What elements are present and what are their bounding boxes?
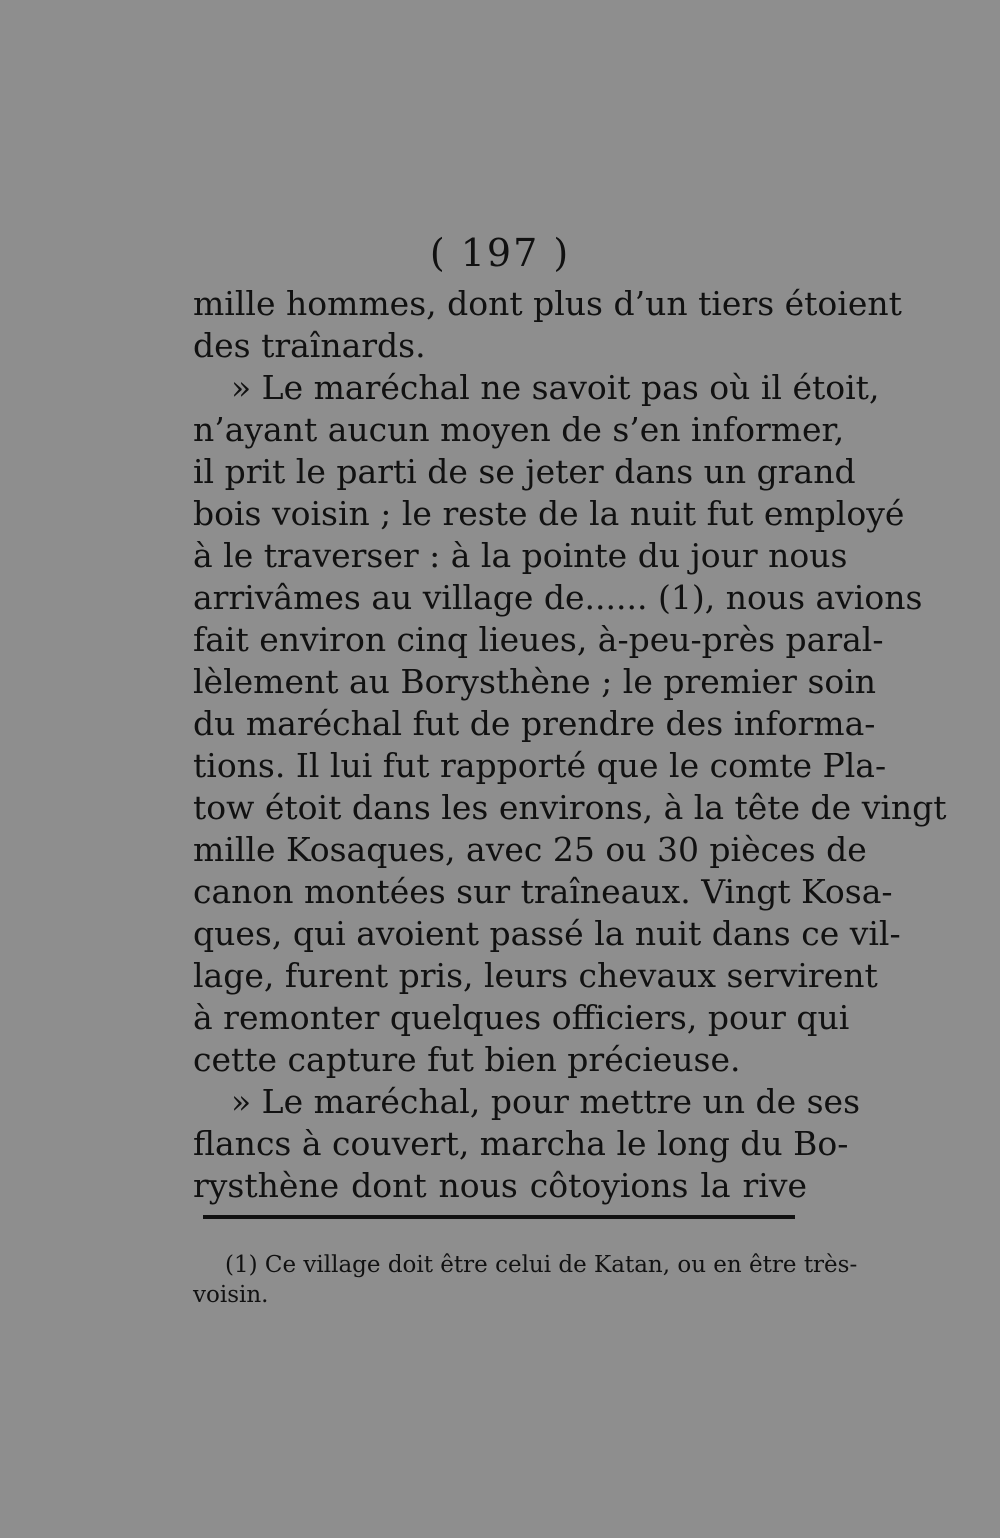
text-line: tions. Il lui fut rapporté que le comte Pla- <box>193 746 887 785</box>
text-line: cette capture fut bien précieuse. <box>193 1040 741 1079</box>
text-line: mille Kosaques, avec 25 ou 30 pièces de <box>193 830 867 869</box>
footnote-line: voisin. <box>193 1282 269 1308</box>
main-text-block <box>193 283 947 1207</box>
text-line: » Le maréchal ne savoit pas où il étoit, <box>231 368 880 407</box>
text-line: » Le maréchal, pour mettre un de ses <box>231 1082 861 1121</box>
text-line: rysthène dont nous côtoyions la rive <box>193 1166 807 1205</box>
text-line: il prit le parti de se jeter dans un grand <box>193 452 856 491</box>
text-line: du maréchal fut de prendre des informa- <box>193 704 876 743</box>
text-line: lèlement au Borysthène ; le premier soin <box>193 662 877 701</box>
text-line: canon montées sur traîneaux. Vingt Kosa- <box>193 872 893 911</box>
text-line: à remonter quelques officiers, pour qui <box>193 998 850 1037</box>
text-line: à le traverser : à la pointe du jour nous <box>193 536 848 575</box>
text-line: n’ayant aucun moyen de s’en informer, <box>193 410 845 449</box>
text-line: flancs à couvert, marcha le long du Bo- <box>193 1124 849 1163</box>
text-line: des traînards. <box>193 326 426 365</box>
page-number-header: ( 197 ) <box>429 231 571 275</box>
text-line: bois voisin ; le reste de la nuit fut employé <box>193 494 905 533</box>
text-line: mille hommes, dont plus d’un tiers étoient <box>193 284 902 323</box>
footnote-line: (1) Ce village doit être celui de Katan, ou en être très- <box>225 1252 858 1278</box>
text-line: ques, qui avoient passé la nuit dans ce vil- <box>193 914 901 953</box>
footnote-divider <box>203 1215 795 1219</box>
text-line: lage, furent pris, leurs chevaux servirent <box>193 956 878 995</box>
footnote <box>193 1250 858 1310</box>
text-line: tow étoit dans les environs, à la tête de vingt <box>193 788 947 827</box>
text-line: fait environ cinq lieues, à-peu-près paral- <box>193 620 884 659</box>
text-line: arrivâmes au village de...... (1), nous avions <box>193 578 923 617</box>
